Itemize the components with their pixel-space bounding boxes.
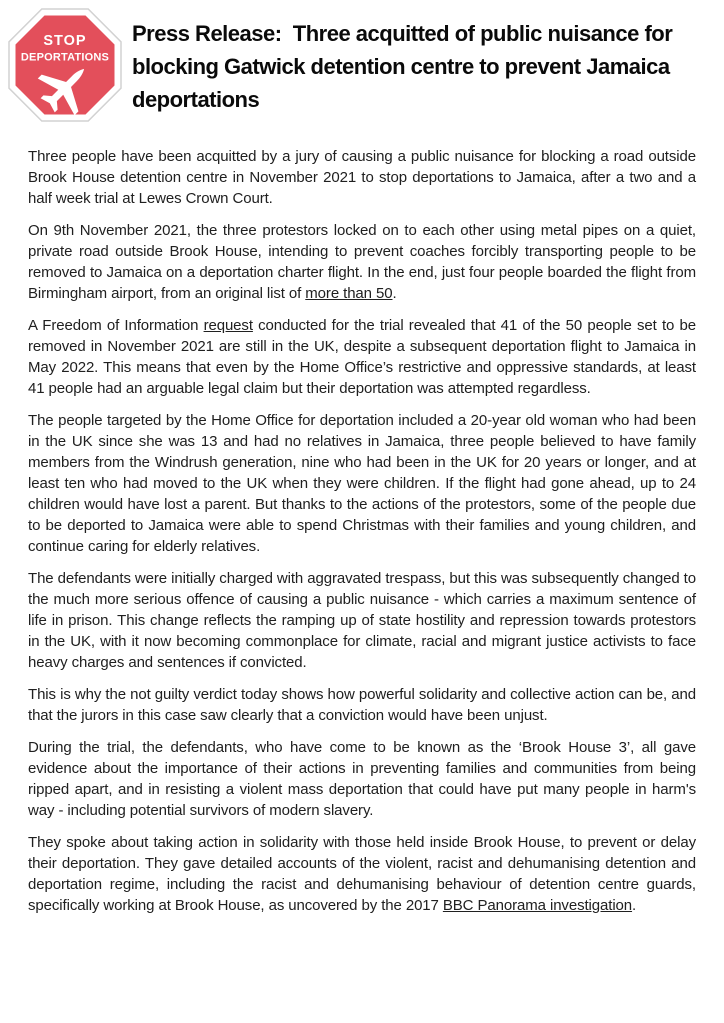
- paragraph: [28, 737, 696, 821]
- article-body: [0, 125, 724, 916]
- paragraph-text: This is why the not guilty verdict today shows how powerful solidarity and collective action can be, and that the jurors in this case saw clearly that a conviction would have been unjust.: [28, 686, 696, 724]
- paragraph: [28, 410, 696, 557]
- paragraph: [28, 315, 696, 399]
- inline-link[interactable]: request: [203, 317, 253, 334]
- paragraph-text: During the trial, the defendants, who have come to be known as the ‘Brook House 3’, all gave evidence about the importance of their actions in preventing families and communities from being ripped apart, and in resisting a violent mass deportation that could have put many people in harm's way - including potential survivors of modern slavery.: [28, 739, 696, 819]
- paragraph: [28, 220, 696, 304]
- inline-link[interactable]: more than 50: [305, 285, 393, 302]
- paragraph-text: A Freedom of Information: [28, 317, 204, 334]
- paragraph-text: They spoke about taking action in solidarity with those held inside Brook House, to prevent or delay their deportation. They gave detailed accounts of the violent, racist and dehumanising detention and deportation regime, including the racist and dehumanising behaviour of detention centre guards, specifically working at Brook House, as uncovered by the 2017: [28, 834, 696, 914]
- stop-deportations-logo: [8, 5, 122, 125]
- paragraph: [28, 568, 696, 673]
- octagon-red: [16, 16, 115, 115]
- inline-link[interactable]: BBC Panorama investigation: [442, 897, 633, 914]
- paragraph: [28, 832, 696, 916]
- paragraph-text: Three people have been acquitted by a jury of causing a public nuisance for blocking a road outside Brook House detention centre in November 2021 to stop deportations to Jamaica, after a two and a half week trial at Lewes Crown Court.: [28, 148, 696, 207]
- logo-text-deportations: DEPORTATIONS: [20, 51, 110, 64]
- logo-text-stop: STOP: [43, 33, 87, 49]
- paragraph-text: The people targeted by the Home Office for deportation included a 20-year old woman who had been in the UK since she was 13 and had no relatives in Jamaica, three people believed to have family members from the Windrush generation, nine who had been in the UK for 20 years or longer, and at least ten who had moved to the UK when they were children. If the flight had gone ahead, up to 24 children would have lost a parent. But thanks to the actions of the protestors, some of the people due to be deported to Jamaica were able to spend Christmas with their families and young children, and continue caring for elderly relatives.: [28, 412, 696, 555]
- paragraph: [28, 146, 696, 209]
- paragraph-text: conducted for the trial revealed that 41 of the 50 people set to be removed in November 2021 are still in the UK, despite a subsequent deportation flight to Jamaica in May 2022. This means that even by the Home Office’s restrictive and oppressive standards, at least 41 people had an arguable legal claim but their deportation was attempted regardless.: [28, 317, 696, 397]
- page-title: Press Release: Three acquitted of public nuisance for blocking Gatwick detention centre to prevent Jamaica deportations: [132, 21, 678, 112]
- paragraph-text: The defendants were initially charged with aggravated trespass, but this was subsequently changed to the much more serious offence of causing a public nuisance - which carries a maximum sentence of life in prison. This change reflects the ramping up of state hostility and repression towards protestors in the UK, with it now becoming commonplace for climate, racial and migrant justice activists to face heavy charges and sentences if convicted.: [28, 570, 696, 671]
- paragraph-text: On 9th November 2021, the three protestors locked on to each other using metal pipes on a quiet, private road outside Brook House, intending to prevent coaches forcibly transporting people to be removed to Jamaica on a deportation charter flight. In the end, just four people boarded the flight from Birmingham airport, from an original list of: [28, 222, 696, 302]
- paragraph-text: .: [632, 897, 637, 914]
- paragraph-text: .: [392, 285, 397, 302]
- paragraph: [28, 684, 696, 726]
- header: [0, 0, 724, 125]
